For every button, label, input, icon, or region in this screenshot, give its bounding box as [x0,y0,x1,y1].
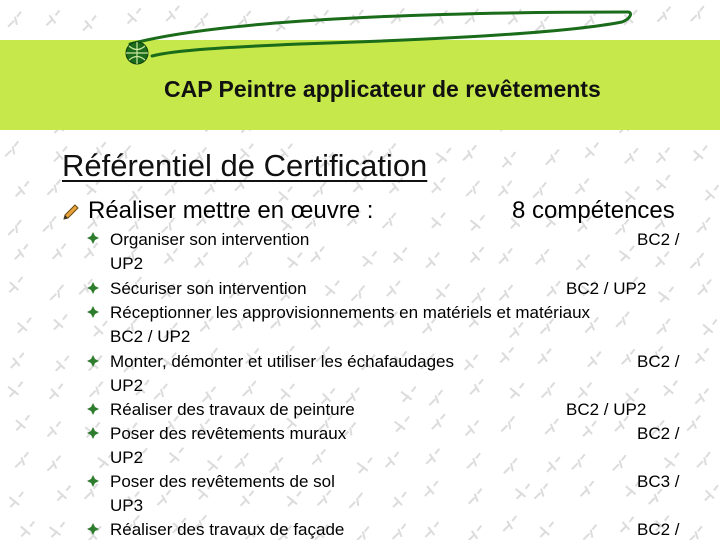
list-item-label: Poser des revêtements de sol [110,472,335,491]
pattern-mark [499,285,512,300]
pattern-mark [542,383,555,398]
pattern-mark [581,481,594,496]
pattern-mark [705,485,718,500]
pattern-mark [270,457,283,472]
pattern-mark [15,452,28,467]
list-item-label: Monter, démonter et utiliser les échafaudages [110,352,454,371]
diamond-bullet-icon [86,522,100,536]
pattern-mark [470,215,484,230]
pattern-mark [363,251,377,266]
pattern-mark [703,320,717,335]
list-item-label: Réaliser des travaux de peinture [110,400,355,419]
pattern-mark [395,417,410,432]
list-item-code-cont: UP2 [110,448,144,467]
list-item-code: BC2 / UP2 [566,279,647,298]
pattern-mark [656,175,669,190]
pattern-mark [657,319,670,334]
pattern-mark [18,318,31,333]
pattern-mark [472,288,485,303]
pattern-mark [705,185,718,200]
list-item-code: BC2 / [637,352,680,371]
pattern-mark [393,524,406,539]
pattern-mark [94,321,107,336]
pattern-mark [239,252,252,267]
pattern-mark [281,384,294,399]
pattern-mark [697,452,710,467]
pattern-mark [463,145,476,160]
pattern-mark [318,490,331,505]
diamond-bullet-icon [86,426,100,440]
pattern-mark [468,526,481,540]
pattern-mark [578,383,591,398]
pattern-mark [656,252,669,267]
pattern-mark [510,383,524,398]
list-item-code: BC2 / UP2 [566,400,647,419]
pattern-mark [312,449,325,464]
pattern-mark [9,277,22,292]
pattern-mark [466,420,479,435]
list-item-label: Poser des revêtements muraux [110,424,347,443]
pattern-mark [583,525,596,540]
pattern-mark [502,152,515,167]
diamond-bullet-icon [86,402,100,416]
pattern-mark [208,456,222,471]
list-item-code: BC2 / [637,520,680,539]
pattern-mark [425,522,438,537]
pattern-mark [401,387,416,402]
pattern-mark [535,484,548,499]
pattern-mark [536,249,549,264]
pattern-mark [50,384,63,399]
pattern-mark [235,453,248,468]
pattern-mark [164,248,177,263]
pattern-mark [157,490,170,505]
pattern-mark [619,246,633,261]
list-item-code: BC2 / [637,230,680,249]
list-item-code-cont: UP3 [110,496,144,515]
pattern-mark [386,452,399,467]
pattern-mark [288,253,302,268]
pattern-mark [8,382,22,397]
pattern-mark [432,414,445,429]
diamond-bullet-icon [86,231,100,245]
pattern-mark [698,280,711,295]
pattern-mark [169,448,183,463]
pattern-mark [540,522,553,537]
pattern-mark [694,146,707,161]
pattern-mark [470,379,483,394]
pattern-mark [432,213,445,228]
pattern-mark [383,213,396,228]
pattern-mark [510,322,523,337]
pattern-mark [15,244,28,259]
pattern-mark [436,148,451,163]
pattern-mark [387,281,400,296]
pattern-mark [426,449,439,464]
pattern-mark [154,384,167,399]
pattern-mark [8,220,21,235]
list-item-label: Organiser son intervention [110,230,310,249]
pattern-mark [545,419,558,434]
list-item-label: Réceptionner les approvisionnements en matériels et matériaux [110,303,591,322]
pattern-mark [393,492,406,507]
pattern-mark [616,312,629,327]
list-item-label: Réaliser des travaux de façade [110,520,345,539]
pattern-mark [613,455,626,470]
pattern-mark [50,285,63,300]
pattern-mark [53,244,66,259]
diamond-bullet-icon [86,305,100,319]
pattern-mark [620,517,633,532]
pattern-mark [546,149,559,164]
pattern-mark [467,453,480,468]
list-item-code-cont: BC2 / UP2 [110,327,191,346]
pattern-mark [572,454,585,469]
pattern-mark [499,181,512,196]
pattern-mark [54,315,67,330]
pattern-mark [576,179,589,194]
pattern-mark [425,481,438,496]
pattern-mark [466,181,479,196]
diamond-bullet-icon [86,354,100,368]
pattern-mark [50,522,65,537]
pattern-mark [9,492,23,507]
pattern-mark [500,347,513,362]
pattern-mark [57,486,70,501]
subtitle-right: 8 compétences [512,197,675,224]
diamond-bullet-icon [86,474,100,488]
pattern-mark [664,453,679,468]
pattern-mark [16,181,29,196]
pattern-mark [43,216,56,231]
pattern-mark [90,382,103,397]
pattern-mark [16,415,29,430]
pattern-mark [547,281,560,296]
pattern-mark [501,416,514,431]
diamond-bullet-icon [86,281,100,295]
pattern-mark [583,421,596,436]
pattern-mark [503,516,516,531]
list-item-code-cont: UP2 [110,254,144,273]
pattern-mark [47,456,60,471]
pattern-mark [356,526,369,540]
pattern-mark [538,349,551,364]
globe-icon [126,42,148,64]
list-item-code-cont: UP2 [110,376,144,395]
pattern-mark [576,255,589,270]
pattern-mark [695,348,708,363]
pattern-mark [687,416,700,431]
subtitle-left: Réaliser mettre en œuvre : [88,197,374,224]
pattern-mark [656,148,669,163]
pattern-mark [429,390,442,405]
list-item-code: BC3 / [637,472,680,491]
pattern-mark [432,178,445,193]
pattern-mark [499,248,512,263]
pattern-mark [689,526,702,540]
pattern-mark [658,287,673,302]
pattern-mark [533,182,546,197]
pattern-mark [394,248,407,263]
pattern-mark [287,491,301,506]
pattern-mark [357,458,372,473]
pattern-mark [325,281,339,296]
pattern-mark [664,381,678,396]
pattern-mark [504,458,517,473]
pattern-mark [240,491,253,506]
pattern-mark [426,253,439,268]
pattern-mark [47,421,60,436]
pattern-mark [695,389,708,404]
pattern-mark [697,217,710,232]
pattern-mark [690,253,703,268]
pattern-mark [56,356,69,371]
pattern-mark [351,285,364,300]
pattern-mark [471,247,484,262]
header-swoosh [0,0,720,80]
pattern-mark [21,521,34,536]
pattern-mark [436,284,449,299]
pattern-mark [469,489,482,504]
list-item-code: BC2 / [637,424,680,443]
pattern-mark [622,349,635,364]
pattern-mark [349,493,362,508]
pattern-mark [515,484,529,499]
pencil-bullet-icon [62,203,80,221]
list-item-label: Sécuriser son intervention [110,279,307,298]
pattern-mark [588,352,601,367]
pattern-mark [195,252,208,267]
pattern-mark [311,247,324,262]
pattern-mark [547,457,560,472]
section-heading: Référentiel de Certification [62,148,428,183]
pattern-mark [47,180,60,195]
pattern-mark [5,141,18,156]
pattern-mark [465,355,478,370]
pattern-mark [585,143,598,158]
page-title: CAP Peintre applicateur de revêtements [164,76,601,102]
pattern-mark [11,353,24,368]
pattern-mark [625,148,638,163]
pattern-mark [84,243,97,258]
pattern-mark [243,381,256,396]
